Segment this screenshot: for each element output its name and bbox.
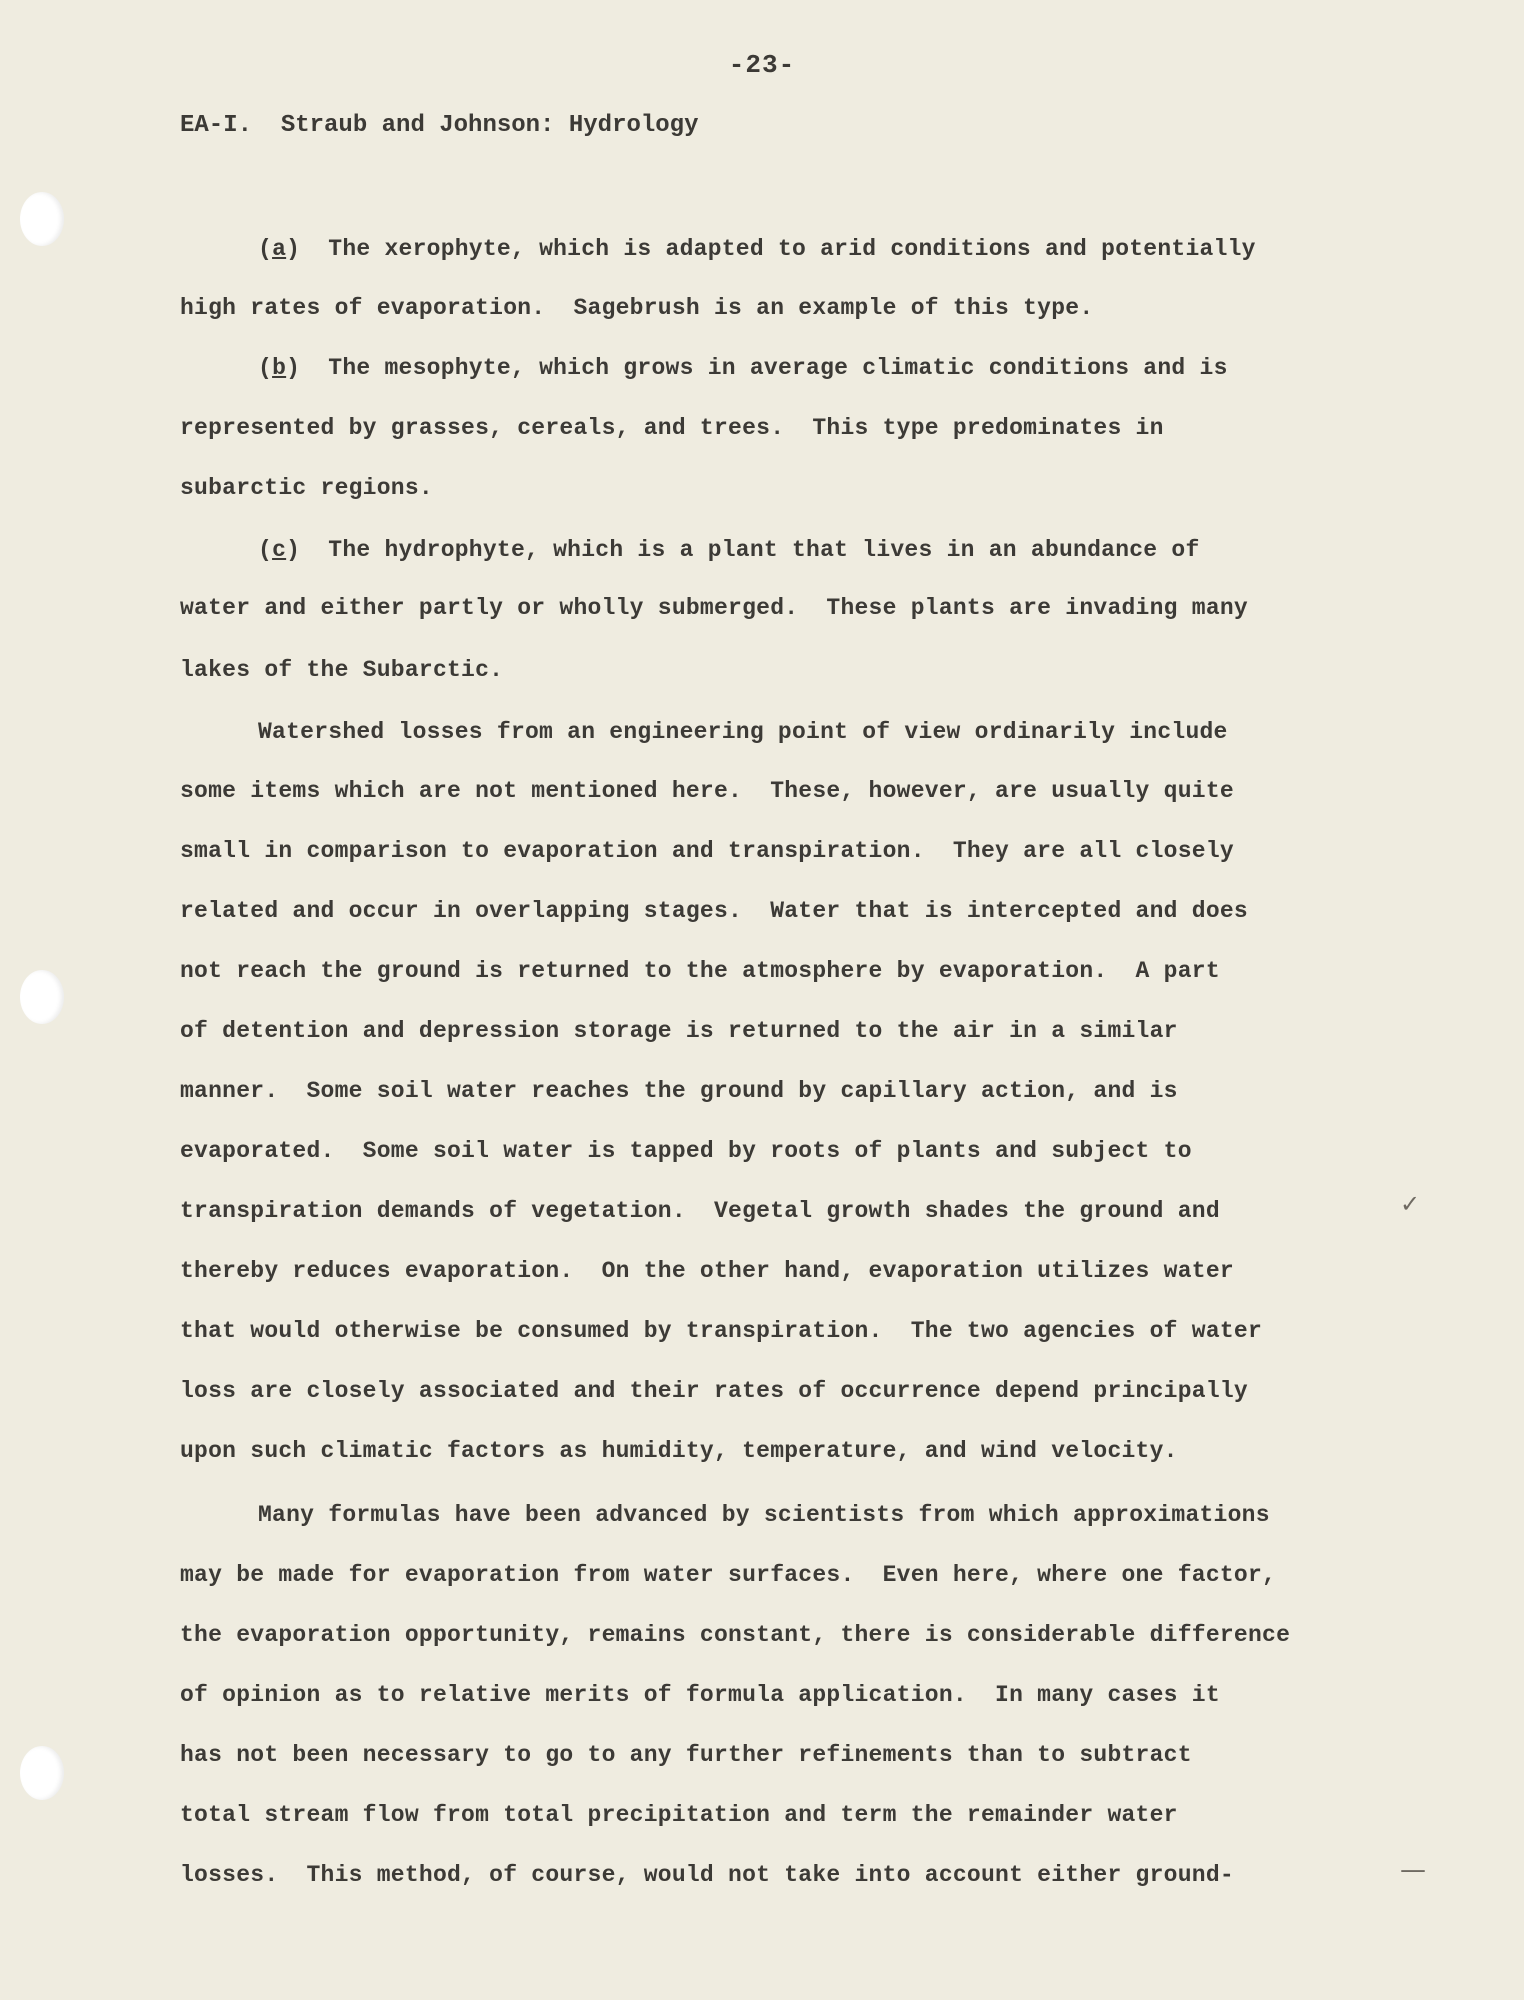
watershed-line-13: upon such climatic factors as humidity, temperature, and wind velocity. xyxy=(180,1438,1178,1464)
watershed-line-11: that would otherwise be consumed by transpiration. The two agencies of water xyxy=(180,1318,1263,1344)
formulas-line-1: Many formulas have been advanced by scientists from which approximations xyxy=(258,1502,1270,1528)
paragraph-b-line-3: subarctic regions. xyxy=(180,475,433,501)
paragraph-a-line-1: (a) The xerophyte, which is adapted to arid conditions and potentially xyxy=(258,236,1256,262)
watershed-line-8: evaporated. Some soil water is tapped by roots of plants and subject to xyxy=(180,1138,1192,1164)
punch-hole-bottom xyxy=(20,1746,64,1800)
paragraph-b-line-2: represented by grasses, cereals, and trees. This type predominates in xyxy=(180,415,1164,441)
formulas-line-2: may be made for evaporation from water surfaces. Even here, where one factor, xyxy=(180,1562,1277,1588)
paragraph-c-line-1: (c) The hydrophyte, which is a plant that lives in an abundance of xyxy=(258,537,1200,563)
watershed-line-6: of detention and depression storage is returned to the air in a similar xyxy=(180,1018,1178,1044)
watershed-line-10: thereby reduces evaporation. On the other hand, evaporation utilizes water xyxy=(180,1258,1234,1284)
page-number: -23- xyxy=(728,50,796,80)
watershed-line-9: transpiration demands of vegetation. Vegetal growth shades the ground and xyxy=(180,1198,1220,1224)
paragraph-a-line-2: high rates of evaporation. Sagebrush is an example of this type. xyxy=(180,295,1094,321)
watershed-line-4: related and occur in overlapping stages. Water that is intercepted and does xyxy=(180,898,1248,924)
watershed-line-7: manner. Some soil water reaches the ground by capillary action, and is xyxy=(180,1078,1178,1104)
watershed-line-12: loss are closely associated and their rates of occurrence depend principally xyxy=(180,1378,1248,1404)
formulas-line-6: total stream flow from total precipitation and term the remainder water xyxy=(180,1802,1178,1828)
watershed-line-3: small in comparison to evaporation and transpiration. They are all closely xyxy=(180,838,1234,864)
watershed-line-5: not reach the ground is returned to the atmosphere by evaporation. A part xyxy=(180,958,1220,984)
watershed-line-1: Watershed losses from an engineering point of view ordinarily include xyxy=(258,719,1228,745)
watershed-line-2: some items which are not mentioned here. These, however, are usually quite xyxy=(180,778,1234,804)
paragraph-b-line-1: (b) The mesophyte, which grows in average climatic conditions and is xyxy=(258,355,1228,381)
item-letter-c: c xyxy=(272,537,287,563)
page-heading: EA-I. Straub and Johnson: Hydrology xyxy=(180,112,699,139)
formulas-line-4: of opinion as to relative merits of formula application. In many cases it xyxy=(180,1682,1220,1708)
handwritten-dash-mark: — xyxy=(1400,1855,1426,1885)
item-letter-a: a xyxy=(272,236,287,262)
paragraph-c-line-2: water and either partly or wholly submerged. These plants are invading many xyxy=(180,595,1248,621)
punch-hole-middle xyxy=(20,970,64,1024)
punch-hole-top xyxy=(20,192,64,246)
formulas-line-7: losses. This method, of course, would not take into account either ground- xyxy=(180,1862,1234,1888)
formulas-line-3: the evaporation opportunity, remains constant, there is considerable difference xyxy=(180,1622,1291,1648)
item-letter-b: b xyxy=(272,355,287,381)
paragraph-c-line-3: lakes of the Subarctic. xyxy=(180,657,504,683)
handwritten-check-mark: ✓ xyxy=(1400,1190,1421,1218)
formulas-line-5: has not been necessary to go to any further refinements than to subtract xyxy=(180,1742,1192,1768)
